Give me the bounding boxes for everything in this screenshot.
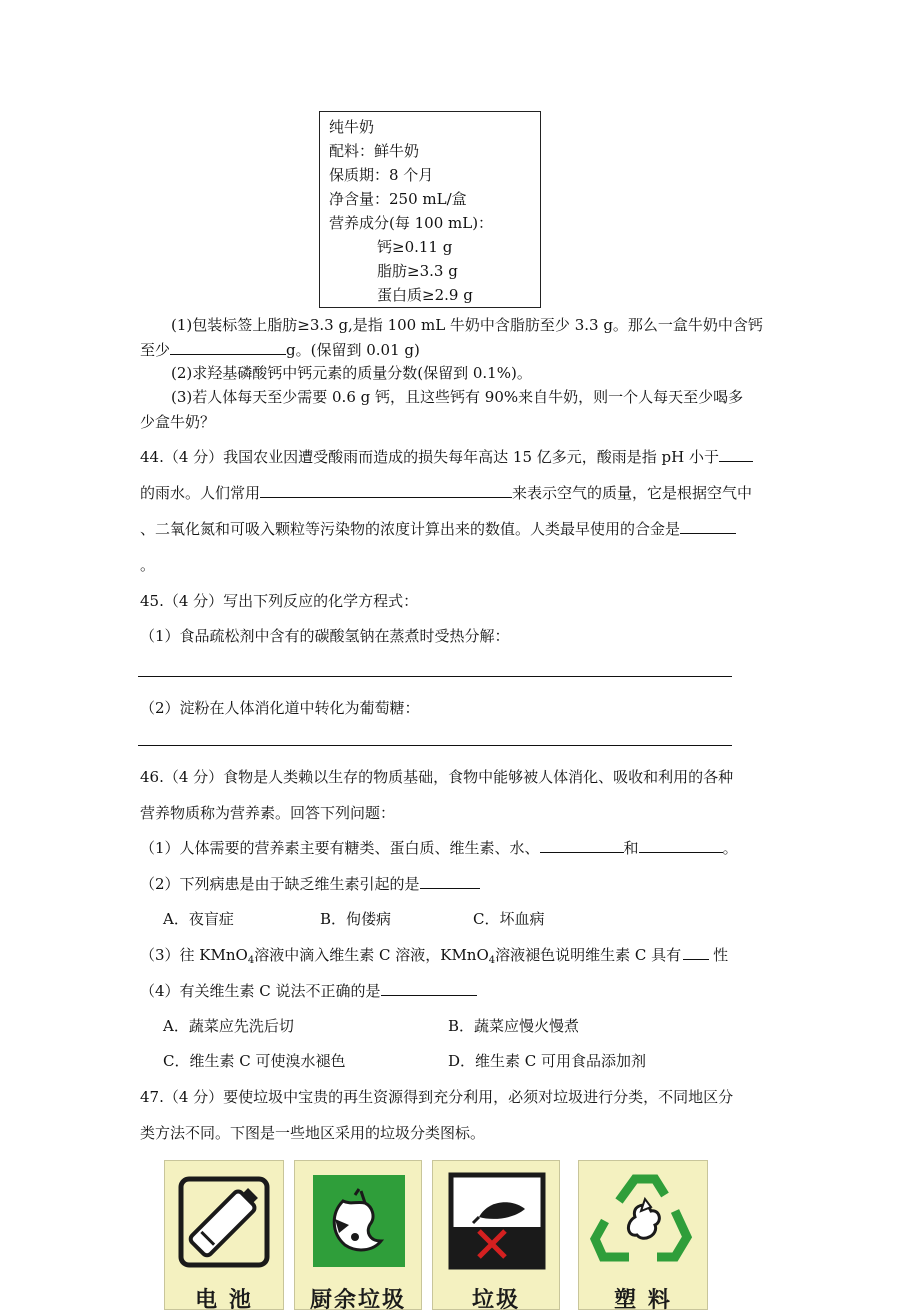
q44-text-3: 来表示空气的质量，它是根据空气中 <box>512 484 753 502</box>
food-waste-icon <box>295 1161 421 1279</box>
recycle-icon <box>579 1161 707 1279</box>
q46-part4-text: （4）有关维生素 C 说法不正确的是 <box>140 982 381 1000</box>
q43-part1-prefix: 至少 <box>140 341 171 359</box>
q47-line1: 47.（4 分）要使垃圾中宝贵的再生资源得到充分利用，必须对垃圾进行分类，不同地区分 <box>140 1088 734 1106</box>
label-calcium: 钙≥0.11 g <box>377 238 453 256</box>
q44-line4: 。 <box>140 556 156 574</box>
label-shelf-life: 保质期：8 个月 <box>329 166 434 184</box>
q46-part1-text: （1）人体需要的营养素主要有糖类、蛋白质、维生素、水、 <box>140 839 540 857</box>
q45-part1: （1）食品疏松剂中含有的碳酸氢钠在蒸煮时受热分解： <box>140 627 510 645</box>
q46-subscript-1: 4 <box>247 955 255 966</box>
q46-part2-option-b[interactable]: B．佝偻病 <box>320 910 392 928</box>
q43-answer-blank[interactable] <box>170 340 286 355</box>
sign-other-waste-caption: 垃圾 <box>471 1288 520 1313</box>
q46-part4 <box>140 980 477 1001</box>
q44-line3 <box>140 518 736 539</box>
label-title: 纯牛奶 <box>329 118 375 136</box>
q46-part2-text: （2）下列病患是由于缺乏维生素引起的是 <box>140 875 420 893</box>
q44-text-2: 的雨水。人们常用 <box>140 484 261 502</box>
q46-part1-end: 。 <box>722 839 738 857</box>
q46-part4-option-c[interactable]: C．维生素 C 可使溴水褪色 <box>163 1052 346 1070</box>
q46-part4-option-d[interactable]: D．维生素 C 可用食品添加剂 <box>448 1052 647 1070</box>
sign-plastic <box>578 1160 708 1313</box>
q44-text-1: 44.（4 分）我国农业因遭受酸雨而造成的损失每年高达 15 亿多元，酸雨是指 pH 小于 <box>140 448 720 466</box>
label-protein: 蛋白质≥2.9 g <box>377 286 473 304</box>
q43-part1-line1: (1)包装标签上脂肪≥3.3 g,是指 100 mL 牛奶中含脂肪至少 3.3 g。那么一盒牛奶中含钙 <box>171 316 763 334</box>
q46-line1: 46.（4 分）食物是人类赖以生存的物质基础，食物中能够被人体消化、吸收和利用的各种 <box>140 768 734 786</box>
q46-part4-blank[interactable] <box>381 981 477 996</box>
label-ingredients: 配料：鲜牛奶 <box>329 142 420 160</box>
q43-part1-suffix: g。(保留到 0.01 g) <box>286 341 420 359</box>
q46-line2: 营养物质称为营养素。回答下列问题： <box>140 804 396 822</box>
label-net-content: 净含量：250 mL/盒 <box>329 190 467 208</box>
label-fat: 脂肪≥3.3 g <box>377 262 458 280</box>
q46-part1 <box>140 837 738 858</box>
q46-part4-option-a[interactable]: A．蔬菜应先洗后切 <box>163 1017 294 1035</box>
q46-part2-option-a[interactable]: A．夜盲症 <box>163 910 234 928</box>
q44-line2 <box>140 482 752 503</box>
q46-nutrient-blank-2[interactable] <box>639 838 723 853</box>
q46-part2 <box>140 873 480 894</box>
q46-part2-blank[interactable] <box>420 874 480 889</box>
q46-part4-option-b[interactable]: B．蔬菜应慢火慢煮 <box>448 1017 580 1035</box>
battery-icon <box>165 1161 283 1279</box>
sign-battery <box>164 1160 284 1313</box>
q46-part2-option-c[interactable]: C．坏血病 <box>473 910 545 928</box>
q46-part3-text-3: 溶液褪色说明维生素 C 具有 <box>495 946 682 964</box>
q46-part3 <box>140 944 728 966</box>
q45-part2: （2）淀粉在人体消化道中转化为葡萄糖： <box>140 699 420 717</box>
q44-line1 <box>140 446 753 467</box>
q46-subscript-2: 4 <box>488 955 496 966</box>
q46-part3-blank[interactable] <box>683 945 709 960</box>
q44-alloy-blank[interactable] <box>680 519 736 534</box>
sign-kitchen-waste <box>294 1160 422 1313</box>
q46-part1-and: 和 <box>623 839 639 857</box>
q46-part3-text-1: （3）往 KMnO <box>140 946 248 964</box>
q44-text-4: 、二氧化氮和可吸入颗粒等污染物的浓度计算出来的数值。人类最早使用的合金是 <box>140 520 681 538</box>
q46-nutrient-blank-1[interactable] <box>540 838 624 853</box>
q43-part3-line2: 少盒牛奶？ <box>140 413 216 431</box>
q44-air-quality-blank[interactable] <box>260 483 512 498</box>
sign-battery-caption: 电 池 <box>195 1288 253 1313</box>
q44-ph-blank[interactable] <box>719 447 753 462</box>
q46-part3-text-2: 溶液中滴入维生素 C 溶液，KMnO <box>254 946 489 964</box>
q43-part2: (2)求羟基磷酸钙中钙元素的质量分数(保留到 0.1%)。 <box>171 364 532 382</box>
q45-title: 45.（4 分）写出下列反应的化学方程式： <box>140 592 419 610</box>
q45-answer-line-1[interactable] <box>138 676 732 677</box>
waste-icon <box>433 1161 559 1279</box>
sign-kitchen-waste-caption: 厨余垃圾 <box>309 1288 406 1313</box>
label-nutrition-header: 营养成分(每 100 mL)： <box>329 214 494 232</box>
q43-part1-line2 <box>140 339 420 360</box>
sign-plastic-caption: 塑 料 <box>614 1288 672 1313</box>
q43-part3-line1: (3)若人体每天至少需要 0.6 g 钙，且这些钙有 90%来自牛奶，则一个人每天至少喝多 <box>171 388 744 406</box>
q46-part3-text-4: 性 <box>713 946 729 964</box>
nutrition-label-box <box>319 111 541 308</box>
q47-line2: 类方法不同。下图是一些地区采用的垃圾分类图标。 <box>140 1124 486 1142</box>
sign-other-waste <box>432 1160 560 1313</box>
q45-answer-line-2[interactable] <box>138 745 732 746</box>
